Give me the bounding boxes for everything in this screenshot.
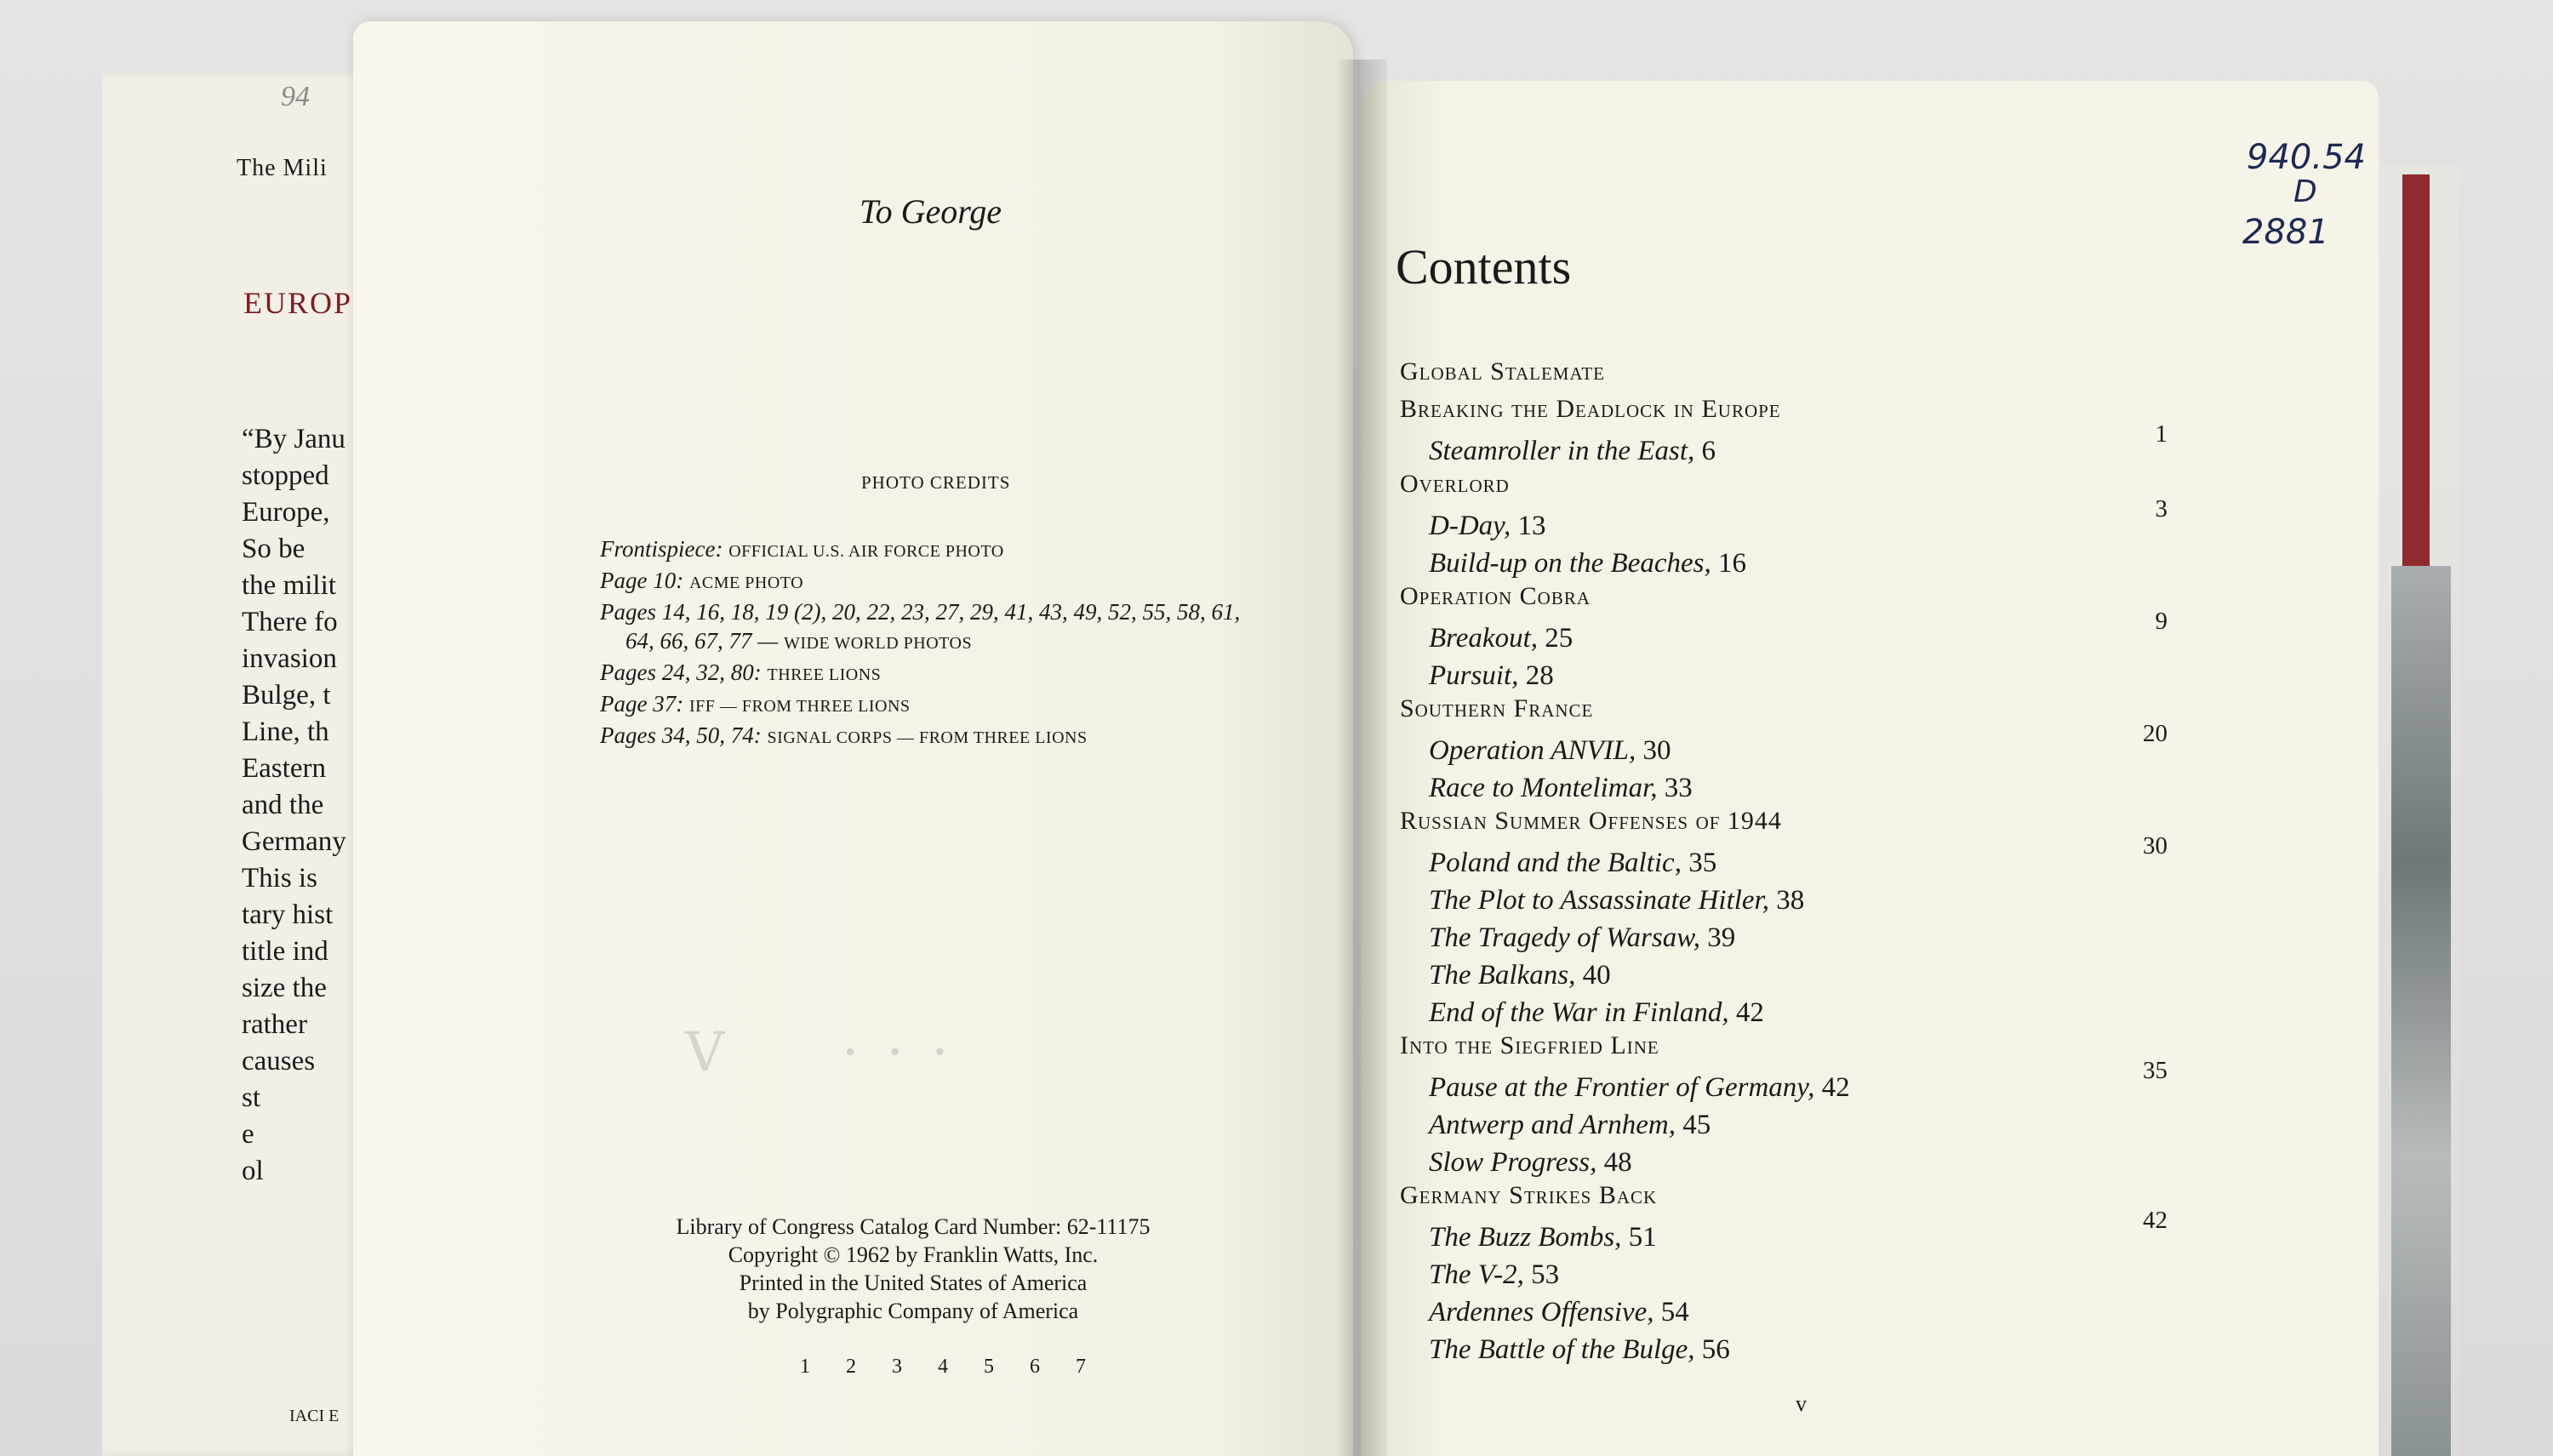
toc-entry-page: 40 bbox=[1582, 960, 1611, 991]
flap-blurb-line: stopped bbox=[242, 460, 329, 491]
toc-entry-title: The Plot to Assassinate Hitler, bbox=[1429, 885, 1777, 916]
toc-entry-title: The Battle of the Bulge, bbox=[1429, 1334, 1702, 1365]
toc-entry-page: 33 bbox=[1664, 773, 1693, 803]
toc-entry-title: Build-up on the Beaches, bbox=[1429, 548, 1718, 579]
credit-source: SIGNAL CORPS — FROM THREE LIONS bbox=[767, 728, 1088, 747]
toc-entry-page: 30 bbox=[1642, 735, 1671, 766]
toc-entry-page: 6 bbox=[1701, 436, 1716, 466]
toc-entry bbox=[1400, 882, 2191, 919]
toc-entry bbox=[1400, 1331, 2191, 1368]
book-gutter bbox=[1336, 60, 1387, 1456]
flap-blurb-line: rather bbox=[242, 1009, 307, 1040]
flap-heading: EUROP bbox=[243, 286, 353, 320]
credit-line bbox=[600, 534, 1240, 566]
toc-entry-page: 54 bbox=[1660, 1297, 1689, 1328]
toc-entry-title: Slow Progress, bbox=[1429, 1147, 1604, 1178]
credit-line bbox=[600, 566, 1240, 597]
flap-blurb-line: Germany bbox=[242, 826, 346, 857]
toc-entry bbox=[1400, 1256, 2191, 1293]
toc-section-page: 42 bbox=[2143, 1207, 2167, 1234]
toc-entry-title: The Balkans, bbox=[1429, 960, 1583, 991]
credit-line bbox=[600, 597, 1240, 626]
printing-numbers: 1 2 3 4 5 6 7 bbox=[800, 1356, 1101, 1378]
toc-entry bbox=[1400, 620, 2191, 657]
call-number-line-1: 940.54 bbox=[2247, 138, 2366, 177]
toc-entry bbox=[1400, 1219, 2191, 1256]
toc-entry bbox=[1400, 657, 2191, 694]
copyright-line: Printed in the United States of America bbox=[739, 1270, 1088, 1295]
toc-section-title: Operation Cobra bbox=[1400, 582, 1591, 610]
call-number-line-2: D bbox=[2293, 174, 2317, 209]
toc-entry-title: End of the War in Finland, bbox=[1429, 997, 1736, 1028]
copyright-line: by Polygraphic Company of America bbox=[747, 1299, 1079, 1323]
toc-section bbox=[1400, 694, 2191, 747]
toc-entry-page: 16 bbox=[1718, 548, 1746, 579]
credit-source: THREE LIONS bbox=[767, 665, 882, 684]
credit-pages: Pages 14, 16, 18, 19 (2), 20, 22, 23, 27, 29, 41, 43, 49, 52, 55, 58, 61, bbox=[600, 599, 1241, 625]
toc-entry-title: Antwerp and Arnhem, bbox=[1429, 1110, 1683, 1140]
toc-entry-title: Poland and the Baltic, bbox=[1429, 848, 1689, 878]
copyright-block bbox=[675, 1213, 1151, 1325]
toc-entry bbox=[1400, 1293, 2191, 1331]
credit-pages: Pages 34, 50, 74: bbox=[600, 722, 768, 748]
flap-blurb-line: invasion bbox=[242, 643, 337, 674]
copyright-line: Copyright © 1962 by Franklin Watts, Inc. bbox=[728, 1242, 1099, 1267]
flap-blurb-line: Eastern bbox=[242, 753, 326, 784]
toc-section bbox=[1400, 357, 2191, 395]
credit-pages: Frontispiece: bbox=[600, 536, 729, 562]
toc-section-title: Germany Strikes Back bbox=[1400, 1181, 1658, 1209]
credit-line bbox=[600, 658, 1240, 689]
flap-blurb-line: Line, th bbox=[242, 717, 329, 747]
toc-entry bbox=[1400, 919, 2191, 956]
toc-section bbox=[1400, 470, 2191, 522]
credit-source: OFFICIAL U.S. AIR FORCE PHOTO bbox=[728, 542, 1004, 561]
toc-entry-title: The Buzz Bombs, bbox=[1429, 1222, 1629, 1253]
toc-entry-title: The V-2, bbox=[1429, 1259, 1532, 1290]
toc-entry-page: 42 bbox=[1735, 997, 1764, 1028]
toc-section-title: Overlord bbox=[1400, 470, 1510, 498]
flap-blurb-line: title ind bbox=[242, 936, 328, 967]
toc-entry-title: Pursuit, bbox=[1429, 660, 1526, 691]
dedication: To George bbox=[860, 192, 1002, 231]
flap-blurb-line: “By Janu bbox=[242, 424, 346, 454]
toc-section-page: 3 bbox=[2155, 495, 2167, 522]
toc-section bbox=[1400, 1031, 2191, 1084]
toc-entry-page: 45 bbox=[1682, 1110, 1711, 1140]
toc-entry bbox=[1400, 844, 2191, 882]
credit-pages: Page 37: bbox=[600, 691, 689, 717]
credit-line bbox=[600, 626, 1240, 658]
table-of-contents bbox=[1400, 357, 2191, 1368]
toc-entry-title: The Tragedy of Warsaw, bbox=[1429, 922, 1708, 953]
flap-blurb-line: e bbox=[242, 1119, 254, 1150]
flap-blurb-line: the milit bbox=[242, 570, 336, 601]
toc-section-page: 20 bbox=[2143, 720, 2167, 747]
toc-entry-page: 39 bbox=[1707, 922, 1736, 953]
toc-section-title: Russian Summer Offenses of 1944 bbox=[1400, 807, 1782, 835]
flap-blurb-line: There fo bbox=[242, 607, 338, 637]
copyright-line: Library of Congress Catalog Card Number: 62-11175 bbox=[676, 1214, 1151, 1239]
toc-entry-title: Steamroller in the East, bbox=[1429, 436, 1702, 466]
flap-blurb-line: So be bbox=[242, 534, 306, 564]
toc-section-title: Southern France bbox=[1400, 694, 1594, 722]
photo-credits-list bbox=[600, 534, 1240, 752]
flap-blurb-line: Europe, bbox=[242, 497, 330, 528]
flap-blurb bbox=[242, 421, 369, 1190]
toc-section bbox=[1400, 582, 2191, 635]
credit-line bbox=[600, 689, 1240, 721]
flap-blurb-line: causes bbox=[242, 1046, 316, 1076]
photo-credits-heading: PHOTO CREDITS bbox=[861, 472, 1011, 493]
board-red-stripe bbox=[2402, 174, 2430, 566]
toc-entry bbox=[1400, 1069, 2191, 1106]
credit-pages: 64, 66, 67, 77 — bbox=[625, 628, 785, 654]
toc-entry bbox=[1400, 1144, 2191, 1181]
toc-entry-page: 48 bbox=[1603, 1147, 1632, 1178]
flap-blurb-line: st bbox=[242, 1082, 261, 1113]
toc-entry-title: Operation ANVIL, bbox=[1429, 735, 1643, 766]
toc-entry-page: 25 bbox=[1545, 623, 1573, 654]
toc-entry bbox=[1400, 507, 2191, 545]
toc-entry-page: 13 bbox=[1517, 511, 1546, 541]
toc-entry bbox=[1400, 956, 2191, 994]
credit-pages: Pages 24, 32, 80: bbox=[600, 659, 768, 685]
show-through-text: V · · · bbox=[685, 1021, 954, 1084]
toc-entry bbox=[1400, 769, 2191, 807]
toc-entry-title: Breakout, bbox=[1429, 623, 1545, 654]
toc-section-page: 1 bbox=[2155, 420, 2167, 448]
toc-entry-title: Race to Montelimar, bbox=[1429, 773, 1665, 803]
toc-entry-title: Ardennes Offensive, bbox=[1429, 1297, 1661, 1328]
credit-line bbox=[600, 721, 1240, 752]
toc-entry-page: 35 bbox=[1688, 848, 1717, 878]
board-photo-edge bbox=[2391, 566, 2451, 1456]
flap-blurb-line: Bulge, t bbox=[242, 680, 331, 711]
toc-entry-title: D-Day, bbox=[1429, 511, 1518, 541]
flap-pencil-note: 94 bbox=[281, 81, 310, 112]
toc-entry bbox=[1400, 545, 2191, 582]
toc-entry-page: 51 bbox=[1628, 1222, 1657, 1253]
flap-series-title: The Mili bbox=[237, 155, 328, 181]
credit-source: IFF — FROM THREE LIONS bbox=[688, 697, 911, 716]
flap-blurb-line: size the bbox=[242, 973, 327, 1003]
contents-title: Contents bbox=[1396, 239, 1572, 294]
toc-entry bbox=[1400, 732, 2191, 769]
toc-entry bbox=[1400, 994, 2191, 1031]
flap-blurb-line: tary hist bbox=[242, 899, 334, 930]
flap-bottom-text: IACI E bbox=[289, 1407, 340, 1425]
toc-section bbox=[1400, 395, 2191, 448]
toc-entry bbox=[1400, 1106, 2191, 1144]
toc-section-page: 35 bbox=[2143, 1057, 2167, 1084]
toc-entry-page: 42 bbox=[1821, 1072, 1850, 1103]
toc-entry-page: 53 bbox=[1531, 1259, 1560, 1290]
toc-section bbox=[1400, 1181, 2191, 1234]
toc-section-title: Into the Siegfried Line bbox=[1400, 1031, 1659, 1059]
toc-entry bbox=[1400, 432, 2191, 470]
toc-section-title: Breaking the Deadlock in Europe bbox=[1400, 395, 1781, 423]
credit-source: ACME PHOTO bbox=[688, 574, 804, 592]
toc-section bbox=[1400, 807, 2191, 859]
toc-entry-page: 56 bbox=[1701, 1334, 1730, 1365]
call-number-line-3: 2881 bbox=[2242, 213, 2329, 252]
credit-source: WIDE WORLD PHOTOS bbox=[784, 634, 973, 653]
credit-pages: Page 10: bbox=[600, 568, 689, 593]
toc-section-page: 30 bbox=[2143, 832, 2167, 859]
flap-blurb-line: ol bbox=[242, 1156, 264, 1186]
flap-blurb-line: This is bbox=[242, 863, 317, 894]
toc-entry-title: Pause at the Frontier of Germany, bbox=[1429, 1072, 1822, 1103]
toc-section-title: Global Stalemate bbox=[1400, 357, 1605, 385]
toc-entry-page: 38 bbox=[1776, 885, 1805, 916]
flap-blurb-line: and the bbox=[242, 790, 324, 820]
toc-entry-page: 28 bbox=[1525, 660, 1554, 691]
folio: v bbox=[1796, 1391, 1807, 1416]
toc-section-page: 9 bbox=[2155, 608, 2167, 635]
